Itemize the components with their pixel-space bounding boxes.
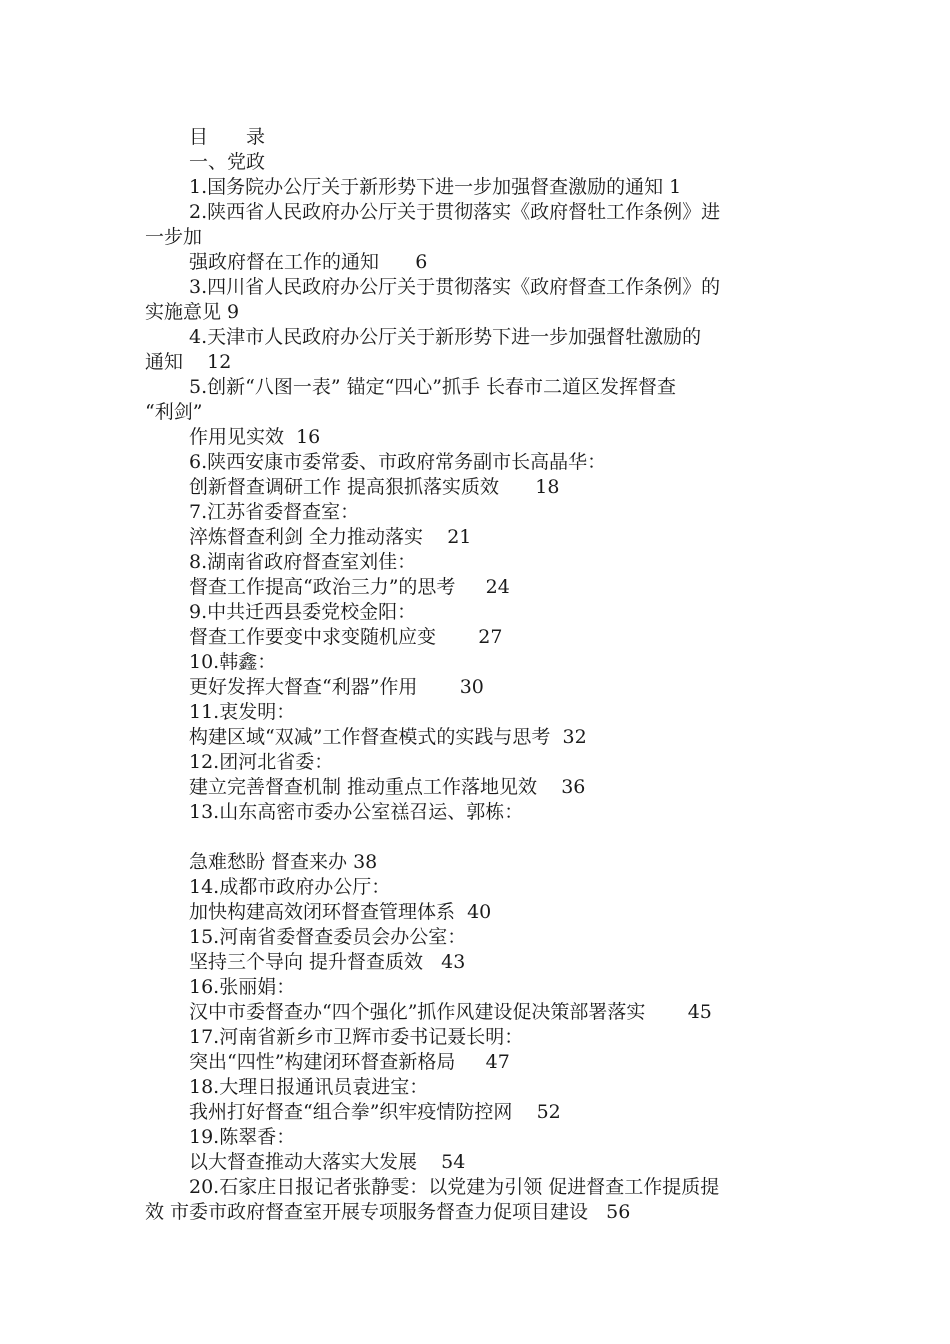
toc-heading-right: 录 bbox=[246, 126, 266, 148]
toc-entry-line: 突出“四性”构建闭环督查新格局 47 bbox=[189, 1051, 510, 1073]
section-title: 一、党政 bbox=[189, 151, 266, 173]
toc-heading-left: 目 bbox=[189, 126, 209, 148]
toc-entry-line: 实施意见 9 bbox=[145, 301, 240, 323]
toc-entry-line: 坚持三个导向 提升督查质效 43 bbox=[189, 951, 466, 973]
blank-line bbox=[145, 825, 810, 850]
toc-entry-line: 作用见实效 16 bbox=[189, 426, 321, 448]
toc-entry-line: 通知 12 bbox=[145, 351, 232, 373]
toc-entry-line: 19.陈翠香： bbox=[189, 1126, 296, 1148]
toc-entry-line: 建立完善督查机制 推动重点工作落地见效 36 bbox=[189, 776, 586, 798]
toc-entry-line: 10.韩鑫： bbox=[189, 651, 277, 673]
toc-entry-line: 13.山东高密市委办公室禚召运、郭栋： bbox=[189, 801, 524, 823]
toc-entry-line: 5.创新“八图一表” 锚定“四心”抓手 长春市二道区发挥督查 bbox=[189, 376, 677, 398]
toc-entry-line: 2.陕西省人民政府办公厅关于贯彻落实《政府督牡工作条例》进 bbox=[189, 201, 721, 223]
toc-entry-line: 11.衷发明： bbox=[189, 701, 296, 723]
toc-entry-line: 汉中市委督查办“四个强化”抓作风建设促决策部署落实 45 bbox=[189, 1001, 712, 1023]
toc-entry-line: 1.国务院办公厅关于新形势下进一步加强督查激励的通知 1 bbox=[189, 176, 682, 198]
toc-entry-line: “利剑” bbox=[145, 401, 203, 423]
toc-entry-line: 7.江苏省委督查室： bbox=[189, 501, 360, 523]
toc-entry-line: 构建区域“双减”工作督查模式的实践与思考 32 bbox=[189, 726, 587, 748]
toc-entry-line: 淬炼督查利剑 全力推动落实 21 bbox=[189, 526, 472, 548]
toc-entry-line: 15.河南省委督查委员会办公室： bbox=[189, 926, 467, 948]
toc-entry-line: 急难愁盼 督查来办 38 bbox=[189, 851, 378, 873]
toc-entry-line: 更好发挥大督查“利器”作用 30 bbox=[189, 676, 484, 698]
toc-entry-line: 效 市委市政府督查室开展专项服务督查力促项目建设 56 bbox=[145, 1201, 631, 1223]
toc-entry-line: 4.天津市人民政府办公厅关于新形势下进一步加强督牡激励的 bbox=[189, 326, 702, 348]
toc-entry-line: 20.石家庄日报记者张静雯：以党建为引领 促进督查工作提质提 bbox=[189, 1176, 720, 1198]
toc-heading bbox=[145, 125, 810, 150]
toc-entry-line: 一步加 bbox=[145, 226, 203, 248]
toc-entry-line: 6.陕西安康市委常委、市政府常务副市长高晶华： bbox=[189, 451, 607, 473]
toc-entry-line: 14.成都市政府办公厅： bbox=[189, 876, 391, 898]
toc-entry-line: 8.湖南省政府督查室刘佳： bbox=[189, 551, 417, 573]
toc-entry-line: 强政府督在工作的通知 6 bbox=[189, 251, 428, 273]
toc-entry-line: 督查工作提高“政治三力”的思考 24 bbox=[189, 576, 510, 598]
toc-entry-line: 12.团河北省委： bbox=[189, 751, 334, 773]
toc-entry-line: 3.四川省人民政府办公厅关于贯彻落实《政府督查工作条例》的 bbox=[189, 276, 721, 298]
toc-entry-line: 以大督查推动大落实大发展 54 bbox=[189, 1151, 466, 1173]
toc-entry-line: 我州打好督查“组合拳”织牢疫情防控网 52 bbox=[189, 1101, 561, 1123]
toc-entry-line: 17.河南省新乡市卫辉市委书记聂长明： bbox=[189, 1026, 524, 1048]
toc-entry-line: 加快构建高效闭环督查管理体系 40 bbox=[189, 901, 492, 923]
toc-entry-line: 督查工作要变中求变随机应变 27 bbox=[189, 626, 503, 648]
toc-entry-line: 18.大理日报通讯员袁进宝： bbox=[189, 1076, 429, 1098]
toc-entry-line: 9.中共迁西县委党校金阳： bbox=[189, 601, 417, 623]
toc-entry-line: 16.张丽娟： bbox=[189, 976, 296, 998]
toc-entry-line: 创新督查调研工作 提高狠抓落实质效 18 bbox=[189, 476, 560, 498]
table-of-contents bbox=[145, 125, 810, 1225]
